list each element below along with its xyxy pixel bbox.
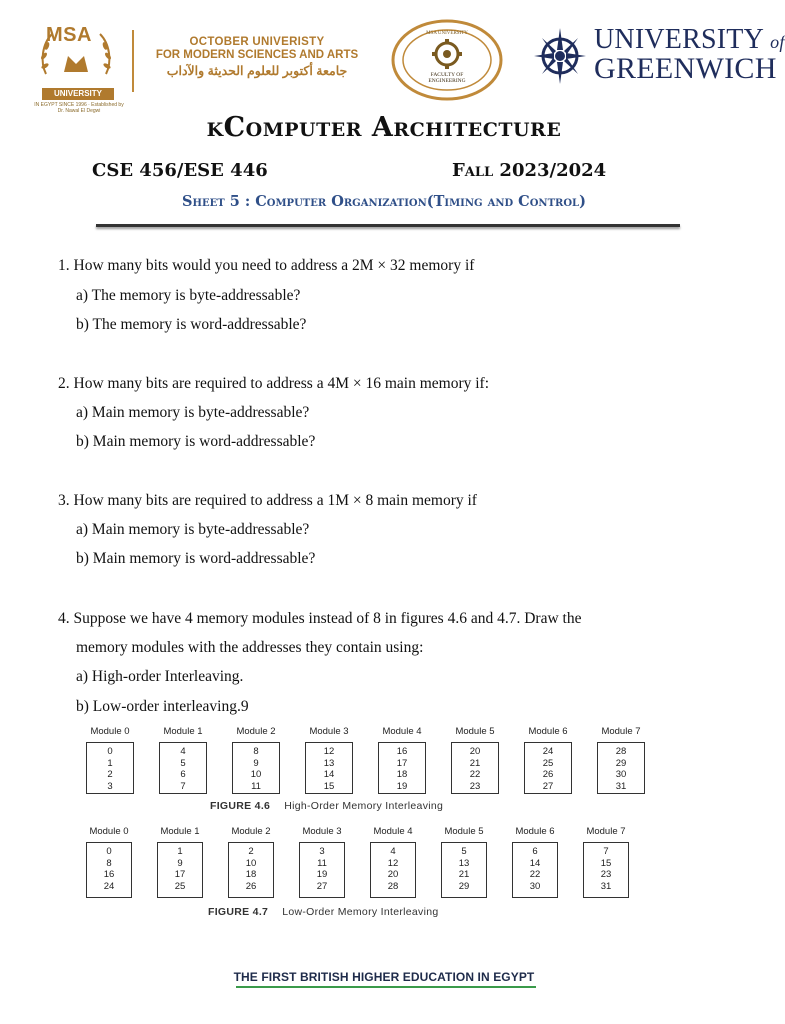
memory-module-box [583,842,629,898]
figure-4-7 [76,826,656,922]
memory-module-box [159,742,207,794]
memory-address: 21 [458,869,470,880]
memory-address: 11 [317,857,327,869]
title-divider [96,224,680,227]
memory-address: 16 [396,746,408,757]
memory-module-box [451,742,499,794]
msa-wordmark: MSA [46,24,92,46]
memory-address: 0 [107,746,113,757]
memory-module-box [86,842,132,898]
memory-address: 31 [615,780,627,792]
msa-tagline: IN EGYPT SINCE 1996 · Established by Dr. Nawal El Degwi [34,102,124,114]
university-of-greenwich-logo [534,24,785,88]
october-line-arabic: جامعة أكتوبر للعلوم الحديثة والآداب [166,64,348,78]
memory-address: 25 [174,880,186,892]
memory-address: 27 [542,780,554,792]
logo-divider [132,30,134,92]
memory-module-box [378,742,426,794]
memory-address: 14 [529,857,541,869]
question-1-part-b: b) The memory is word-addressable? [76,316,307,333]
memory-address: 15 [600,857,612,869]
memory-address: 22 [469,769,481,780]
memory-module-box [524,742,572,794]
memory-address: 25 [542,757,554,769]
memory-module-box [232,742,280,794]
msa-ribbon: UNIVERSITY [42,88,114,100]
question-4-part-b: b) Low-order interleaving.9 [76,698,249,715]
question-4: 4. Suppose we have 4 memory modules instead of 8 in figures 4.6 and 4.7. Draw the [58,610,582,627]
question-1: 1. How many bits would you need to address a 2M × 32 memory if [58,257,475,274]
svg-text:FACULTY OF: FACULTY OF [430,72,464,78]
october-university-name [146,36,368,78]
memory-address: 9 [177,857,183,869]
footer-slogan: THE FIRST BRITISH HIGHER EDUCATION IN EGYPT [233,970,535,984]
module-label: Module 7 [586,826,626,837]
greenwich-line-1: UNIVERSITY of [594,24,785,55]
module-label: Module 7 [601,726,641,737]
memory-address: 4 [390,846,396,857]
memory-module-box [512,842,558,898]
memory-address: 20 [469,746,481,757]
memory-module-box [228,842,274,898]
question-3-part-b: b) Main memory is word-addressable? [76,550,316,567]
module-label: Module 2 [236,726,276,737]
october-line-2: FOR MODERN SCIENCES AND ARTS [155,49,359,61]
figure-number: FIGURE 4.6 [210,800,271,812]
memory-address: 18 [245,869,257,880]
memory-module-box [370,842,416,898]
question-2: 2. How many bits are required to address a 4M × 16 main memory if: [58,375,490,392]
october-line-1: OCTOBER UNIVERISTY [189,36,325,48]
memory-address: 2 [107,769,113,780]
memory-address: 20 [387,869,399,880]
memory-address: 1 [107,757,113,769]
module-label: Module 4 [373,826,413,837]
memory-address: 24 [542,746,554,757]
memory-address: 17 [174,869,186,880]
memory-address: 30 [615,769,627,780]
msa-university-logo [28,22,124,120]
memory-address: 24 [103,880,115,892]
memory-address: 26 [542,769,554,780]
memory-module-box [305,742,353,794]
memory-address: 6 [532,846,538,857]
memory-address: 7 [603,846,609,857]
memory-address: 12 [323,746,335,757]
course-code: CSE 456/ESE 446 [92,160,268,181]
question-2-part-b: b) Main memory is word-addressable? [76,433,316,450]
memory-address: 29 [615,757,627,769]
memory-address: 28 [615,746,627,757]
memory-address: 27 [316,880,328,892]
memory-address: 16 [103,869,115,880]
memory-address: 21 [469,757,481,769]
module-label: Module 1 [163,726,203,737]
memory-address: 26 [245,880,257,892]
memory-address: 30 [529,880,541,892]
memory-module-box [157,842,203,898]
question-3-part-a: a) Main memory is byte-addressable? [76,521,310,538]
figure-caption [208,906,439,918]
figure-caption-text: Low-Order Memory Interleaving [282,906,439,918]
faculty-of-engineering-seal [392,20,502,100]
memory-address: 28 [387,880,399,892]
memory-address: 10 [245,857,257,869]
memory-address: 19 [396,780,408,792]
memory-address: 10 [250,769,262,780]
compass-rose-icon [534,26,586,86]
memory-address: 6 [180,769,186,780]
memory-address: 31 [600,880,612,892]
memory-module-box [86,742,134,794]
memory-address: 14 [323,769,335,780]
module-label: Module 0 [90,726,130,737]
memory-address: 9 [253,757,259,769]
module-label: Module 2 [231,826,271,837]
memory-address: 29 [458,880,470,892]
memory-address: 15 [323,780,335,792]
memory-address: 5 [461,846,467,857]
sheet-title: Sheet 5 : Computer Organization(Timing and Control) [182,193,586,210]
memory-address: 0 [106,846,112,857]
module-label: Module 3 [302,826,342,837]
memory-address: 13 [323,757,335,769]
memory-address: 19 [316,869,328,880]
memory-address: 2 [248,846,254,857]
memory-address: 4 [180,746,186,757]
memory-address: 8 [106,857,112,869]
memory-address: 23 [600,869,612,880]
memory-module-box [441,842,487,898]
footer-underline [236,986,536,988]
figure-caption [210,800,443,812]
memory-address: 22 [529,869,541,880]
svg-text:ENGINEERING: ENGINEERING [428,78,466,84]
memory-module-box [597,742,645,794]
memory-address: 5 [180,757,186,769]
document-title: kComputer Architecture [206,112,562,143]
module-label: Module 6 [528,726,568,737]
module-label: Module 4 [382,726,422,737]
question-4-continued: memory modules with the addresses they contain using: [76,639,424,656]
memory-address: 1 [177,846,183,857]
question-4-part-a: a) High-order Interleaving. [76,668,244,685]
module-label: Module 1 [160,826,200,837]
term: Fall 2023/2024 [452,160,607,181]
memory-address: 3 [107,780,113,792]
greenwich-line-2: GREENWICH [594,52,777,85]
memory-address: 8 [253,746,259,757]
memory-module-box [299,842,345,898]
module-label: Module 5 [455,726,495,737]
figure-caption-text: High-Order Memory Interleaving [284,800,444,812]
memory-address: 7 [180,780,186,792]
memory-address: 3 [319,846,325,857]
module-label: Module 0 [89,826,129,837]
question-3: 3. How many bits are required to address a 1M × 8 main memory if [58,492,477,509]
figure-4-6 [76,726,656,818]
module-label: Module 3 [309,726,349,737]
svg-text:MSA UNIVERSITY: MSA UNIVERSITY [426,31,468,36]
memory-address: 23 [469,780,481,792]
memory-address: 12 [387,857,399,869]
question-1-part-a: a) The memory is byte-addressable? [76,287,301,304]
memory-address: 18 [396,769,408,780]
question-2-part-a: a) Main memory is byte-addressable? [76,404,310,421]
module-label: Module 6 [515,826,555,837]
memory-address: 17 [396,757,408,769]
module-label: Module 5 [444,826,484,837]
memory-address: 13 [458,857,470,869]
figure-number: FIGURE 4.7 [208,906,269,918]
memory-address: 11 [251,780,261,792]
